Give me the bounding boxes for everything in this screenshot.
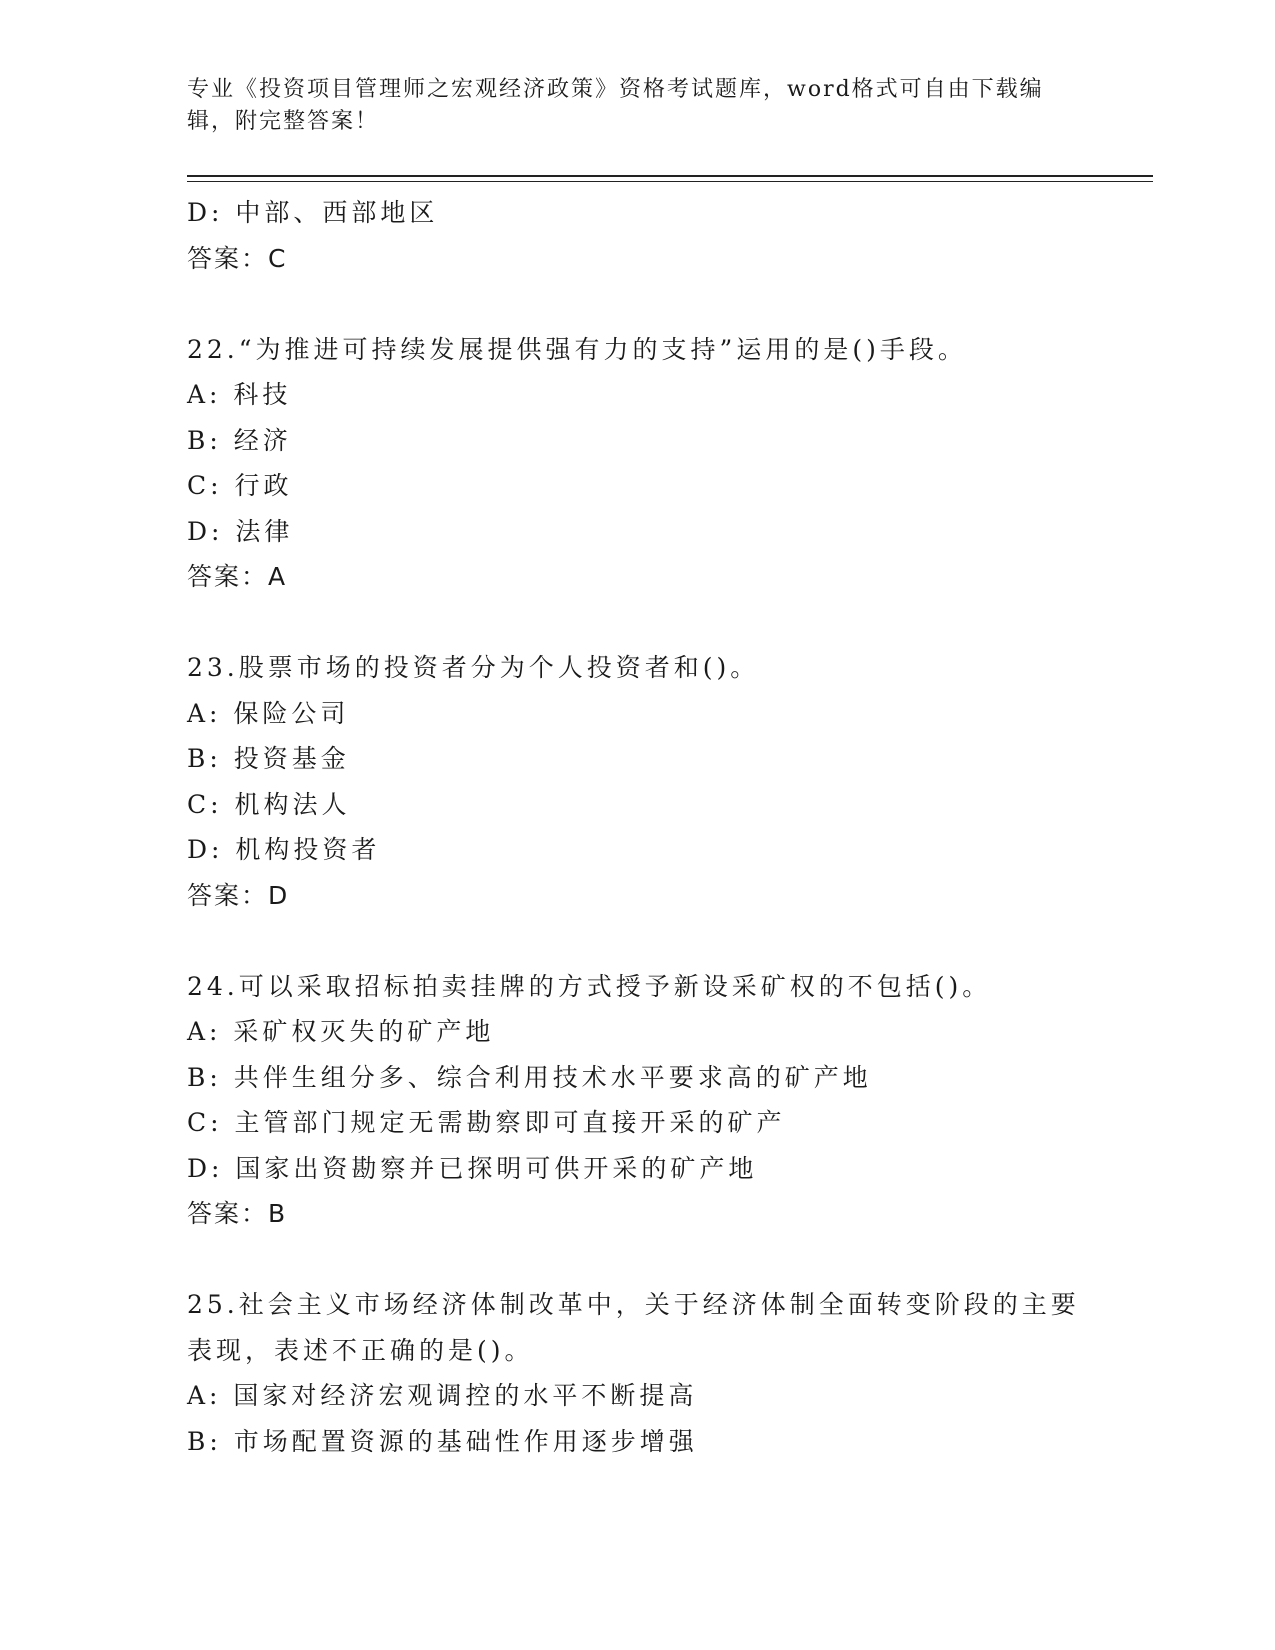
question-22: [187, 327, 1153, 600]
option-b: B: 投资基金: [187, 744, 350, 773]
answer: 答案：D: [187, 880, 290, 910]
header-line-1: 专业《投资项目管理师之宏观经济政策》资格考试题库，word格式可自由下载编: [187, 77, 1044, 102]
question-25: [187, 1282, 1153, 1464]
answer: 答案：B: [187, 1199, 288, 1228]
spacer: [187, 918, 1153, 964]
prev-question-option-d: D: 中部、西部地区: [187, 198, 439, 227]
question-stem-line-2: 表现，表述不正确的是()。: [187, 1335, 534, 1365]
header-rule-thin: [187, 181, 1153, 182]
question-stem-line-1: 25.社会主义市场经济体制改革中，关于经济体制全面转变阶段的主要: [187, 1290, 1080, 1319]
prev-question-answer: 答案：C: [187, 243, 288, 273]
question-stem: 24.可以采取招标拍卖挂牌的方式授予新设采矿权的不包括()。: [187, 971, 992, 1001]
option-b: B: 经济: [187, 425, 292, 455]
option-a: A: 国家对经济宏观调控的水平不断提高: [187, 1381, 698, 1410]
option-d: D: 法律: [187, 516, 294, 546]
page-header: [187, 74, 1067, 138]
option-a: A: 采矿权灭失的矿产地: [187, 1017, 495, 1046]
question-content: [187, 190, 1153, 1464]
option-d: D: 机构投资者: [187, 835, 381, 864]
option-d: D: 国家出资勘察并已探明可供开采的矿产地: [187, 1153, 758, 1183]
answer: 答案：A: [187, 562, 288, 591]
option-c: C: 行政: [187, 471, 293, 500]
question-24: [187, 964, 1153, 1237]
option-b: B: 共伴生组分多、综合利用技术水平要求高的矿产地: [187, 1062, 872, 1092]
header-line-2: 辑，附完整答案！: [187, 109, 380, 134]
question-stem: 22.“为推进可持续发展提供强有力的支持”运用的是()手段。: [187, 334, 967, 364]
option-c: C: 主管部门规定无需勘察即可直接开采的矿产: [187, 1108, 786, 1137]
question-23: [187, 645, 1153, 918]
header-rule-thick: [187, 175, 1153, 177]
option-c: C: 机构法人: [187, 789, 351, 819]
spacer: [187, 281, 1153, 327]
spacer: [187, 600, 1153, 646]
question-stem: 23.股票市场的投资者分为个人投资者和()。: [187, 653, 760, 682]
option-a: A: 保险公司: [187, 698, 350, 728]
option-a: A: 科技: [187, 380, 292, 409]
spacer: [187, 1237, 1153, 1283]
option-b: B: 市场配置资源的基础性作用逐步增强: [187, 1426, 698, 1456]
